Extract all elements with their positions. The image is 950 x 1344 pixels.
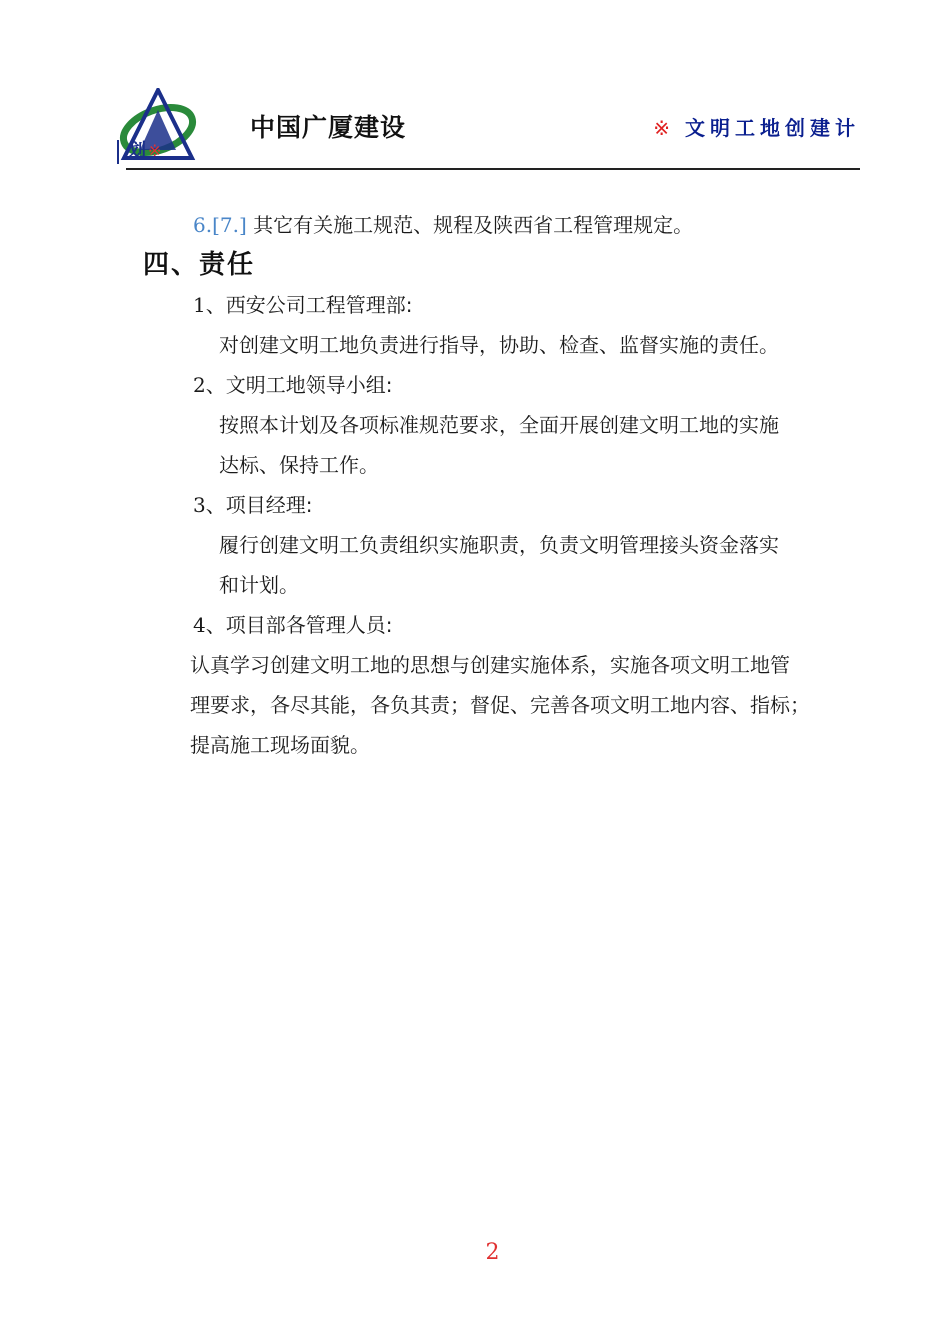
responsibility-title xyxy=(193,371,392,399)
item-title: 西安公司工程管理部: xyxy=(225,293,413,317)
document-title xyxy=(653,112,860,141)
reference-link[interactable]: [7.] xyxy=(212,213,247,237)
section-heading: 四、责任 xyxy=(143,250,256,280)
item-text: 其它有关施工规范、规程及陕西省工程管理规定。 xyxy=(253,213,694,237)
logo-overlay-text xyxy=(128,136,163,162)
responsibility-text: 按照本计划及各项标准规范要求，全面开展创建文明工地的实施 xyxy=(219,413,779,437)
list-item-6 xyxy=(193,211,693,239)
item-title: 文明工地领导小组: xyxy=(225,373,393,397)
header-divider xyxy=(126,168,860,170)
responsibility-title xyxy=(193,291,412,319)
item-title: 项目经理: xyxy=(225,493,313,517)
responsibility-text: 履行创建文明工负责组织实施职责，负责文明管理接头资金落实 xyxy=(219,533,779,557)
item-number: 1、 xyxy=(193,293,226,317)
responsibility-title xyxy=(193,611,392,639)
responsibility-title xyxy=(193,491,312,519)
company-name: 中国广厦建设 xyxy=(250,113,407,142)
responsibility-text: 理要求，各尽其能，各负其责；督促、完善各项文明工地内容、指标； xyxy=(190,693,810,717)
item-number: 4、 xyxy=(193,613,226,637)
item-title: 项目部各管理人员: xyxy=(225,613,393,637)
logo-text: 划 xyxy=(128,140,148,161)
logo-mark: ※ xyxy=(148,141,164,160)
page-header xyxy=(0,0,950,175)
document-title-text: 文明工地创建计 xyxy=(685,116,860,140)
item-number: 6. xyxy=(193,213,213,237)
responsibility-text: 提高施工现场面貌。 xyxy=(190,733,370,757)
item-number: 3、 xyxy=(193,493,226,517)
responsibility-text: 对创建文明工地负责进行指导，协助、检查、监督实施的责任。 xyxy=(219,333,779,357)
reference-mark-icon: ※ xyxy=(653,116,675,140)
responsibility-text: 和计划。 xyxy=(219,573,299,597)
responsibility-text: 认真学习创建文明工地的思想与创建实施体系，实施各项文明工地管 xyxy=(190,653,790,677)
responsibility-text: 达标、保持工作。 xyxy=(219,453,379,477)
item-number: 2、 xyxy=(193,373,226,397)
page-number: 2 xyxy=(485,1240,500,1265)
